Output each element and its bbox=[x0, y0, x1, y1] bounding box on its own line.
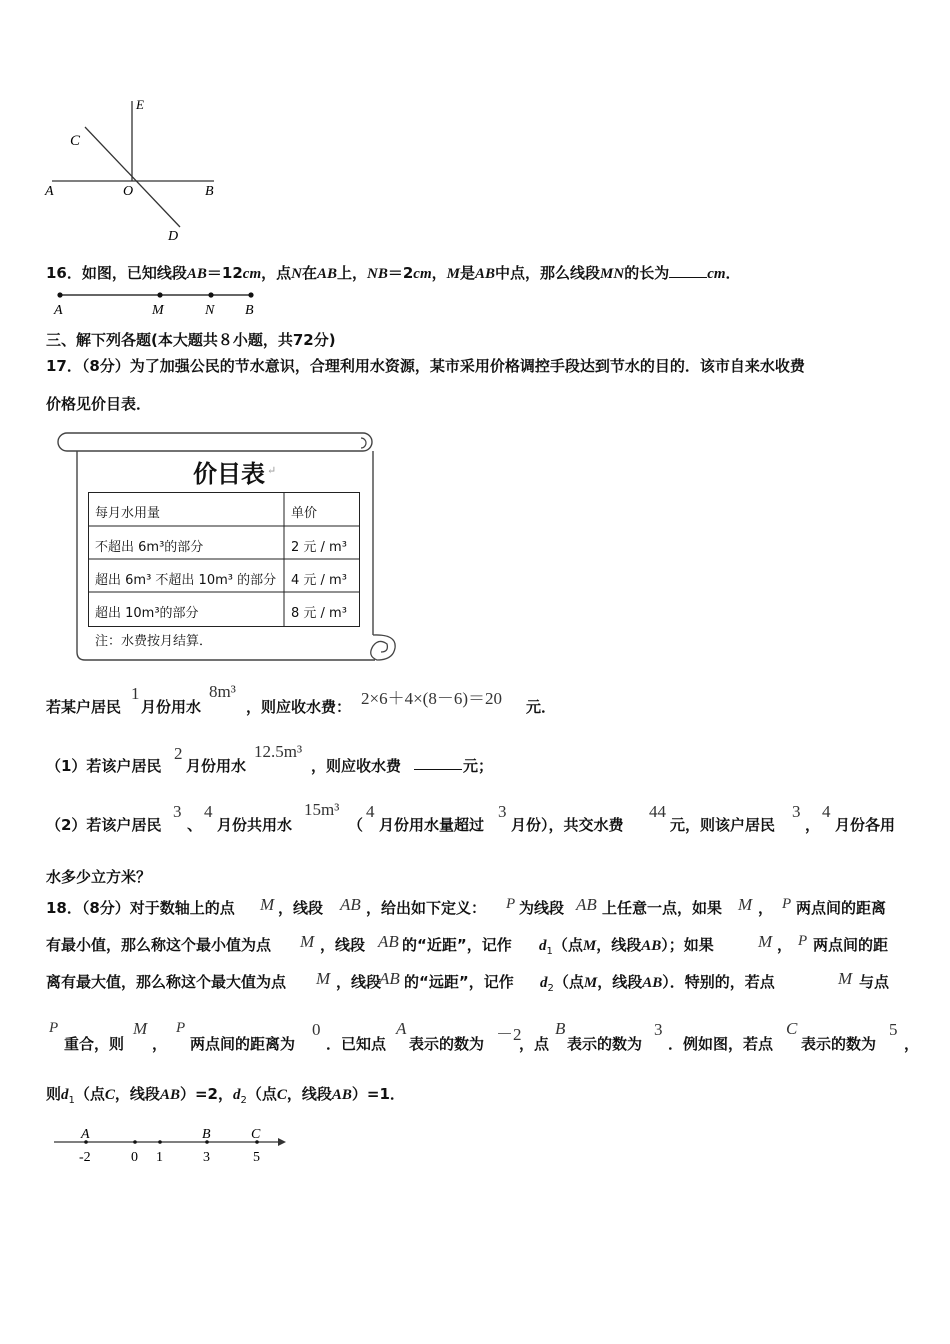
segment-figure bbox=[48, 288, 268, 318]
axis-label-A: A bbox=[81, 1127, 90, 1142]
price-table-scroll bbox=[55, 430, 400, 665]
table-title: 价目表 bbox=[193, 459, 265, 488]
axis-label-C: C bbox=[251, 1127, 261, 1142]
tick-3: 3 bbox=[203, 1150, 210, 1165]
question-16: 16．如图，已知线段AB＝12cm，点N在AB上，NB＝2cm，M是AB中点，那么线段MN的长为 cm． bbox=[46, 264, 741, 282]
label-A: A bbox=[45, 184, 54, 199]
table-note: 注：水费按月结算． bbox=[95, 634, 213, 649]
tick-neg2: -2 bbox=[79, 1150, 91, 1165]
q18-line3: 离有最大值，那么称这个最大值为点 M ，线段 AB 的“远距”，记作 $d_2$（点M，线段AB）．特别的，若点 M 与点 bbox=[46, 969, 890, 994]
tick-1: 1 bbox=[156, 1150, 163, 1165]
q18-line4: P 重合，则 M ， P 两点间的距离为 0 ．已知点 A 表示的数为 －2 ，点 B 表示的数为 3 ．例如图，若点 C 表示的数为 5 ， bbox=[49, 1019, 920, 1053]
q18-line1: 18．（8分）对于数轴上的点 M ，线段 AB ，给出如下定义： P 为线段 AB 上任意一点，如果 M ， P 两点间的距离 bbox=[46, 895, 887, 917]
axis-label-B: B bbox=[202, 1127, 211, 1142]
answer-blank[interactable] bbox=[669, 263, 707, 278]
arrow-right-icon bbox=[278, 1138, 286, 1146]
seg-label-B: B bbox=[245, 303, 254, 318]
seg-label-A: A bbox=[54, 303, 63, 318]
table-row-1-price: 2 元 / m³ bbox=[291, 540, 347, 555]
q18-line5: 则$d_1$（点C，线段AB）=2，$d_2$（点C，线段AB）=1． bbox=[46, 1085, 405, 1106]
return-mark: ↵ bbox=[267, 464, 277, 477]
number-line bbox=[50, 1122, 290, 1170]
table-header-price: 单价 bbox=[291, 506, 318, 521]
table-row-3-usage: 超出 10m³的部分 bbox=[95, 606, 199, 621]
q17-line1: 17．（8分）为了加强公民的节水意识，合理利用水资源，某市采用价格调控手段达到节水的目的．该市自来水收费 bbox=[46, 357, 805, 375]
q18-line2: 有最小值，那么称这个最小值为点 M ，线段 AB 的“近距”，记作 $d_1$（点M，线段AB）；如果 M ， P 两点间的距 bbox=[46, 932, 889, 957]
table-row-2-usage: 超出 6m³ 不超出 10m³ 的部分 bbox=[95, 573, 277, 588]
q17-part2-line2: 水多少立方米？ bbox=[46, 868, 152, 886]
label-O: O bbox=[123, 184, 134, 199]
label-D: D bbox=[168, 229, 179, 244]
seg-label-M: M bbox=[152, 303, 164, 318]
tick-0: 0 bbox=[131, 1150, 138, 1165]
answer-blank[interactable] bbox=[414, 755, 462, 770]
table-row-1-usage: 不超出 6m³的部分 bbox=[95, 540, 204, 555]
table-row-2-price: 4 元 / m³ bbox=[291, 573, 347, 588]
seg-label-N: N bbox=[205, 303, 215, 318]
table-header-usage: 每月水用量 bbox=[95, 506, 161, 521]
label-B: B bbox=[205, 184, 214, 199]
section-heading: 三、解下列各题(本大题共８小题，共72分) bbox=[46, 331, 336, 349]
tick-5: 5 bbox=[253, 1150, 260, 1165]
label-C: C bbox=[70, 133, 81, 149]
q17-part1: （1）若该户居民 2 月份用水 12.5m³ ，则应收水费 元； bbox=[46, 742, 494, 775]
q17-example: 若某户居民 1 月份用水 8m³ ，则应收水费： 2×6＋4×(8－6)＝20 元． bbox=[46, 682, 557, 716]
label-E: E bbox=[136, 97, 144, 112]
q17-line2: 价格见价目表． bbox=[46, 395, 152, 413]
q17-part2: （2）若该户居民 3 、 4 月份共用水 15m³ （ 4 月份用水量超过 3 月份），共交水费 44 元，则该户居民 3 ， 4 月份各用 bbox=[46, 800, 896, 834]
angle-figure bbox=[40, 95, 230, 245]
table-row-3-price: 8 元 / m³ bbox=[291, 606, 347, 621]
